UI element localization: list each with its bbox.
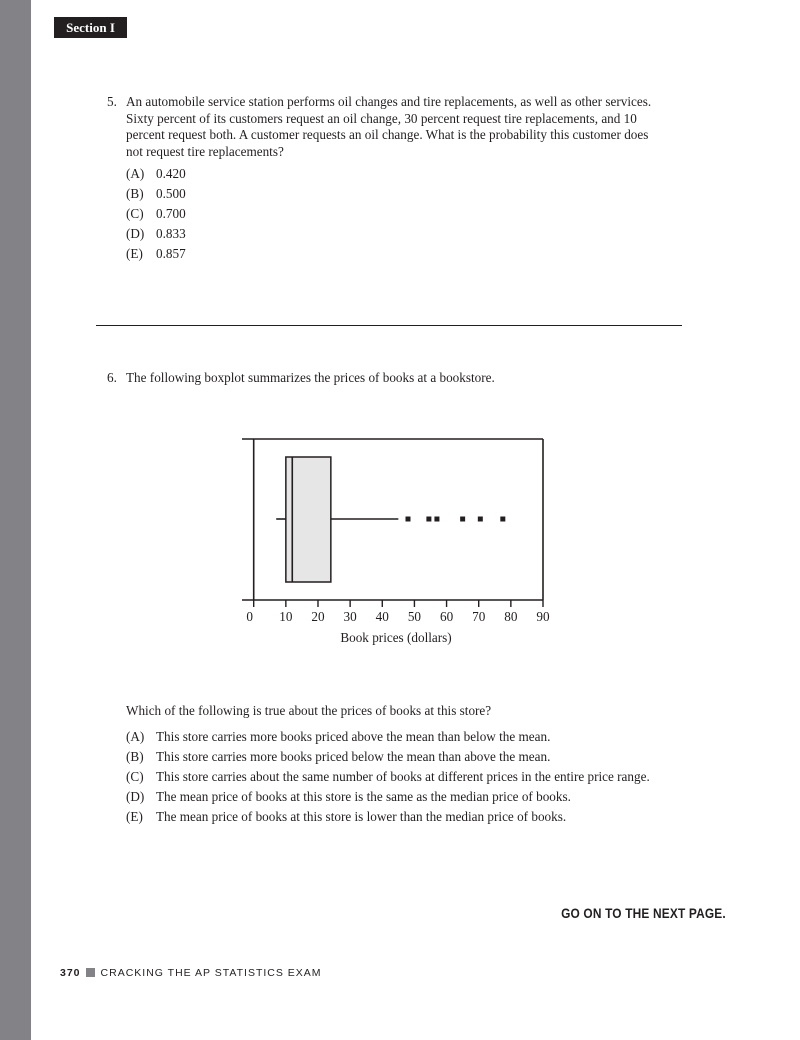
page-number: 370: [60, 967, 81, 979]
question-6-prompt: Which of the following is true about the prices of books at this store?: [126, 703, 492, 718]
choice-letter: (D): [126, 226, 145, 241]
x-tick-label: 70: [472, 609, 486, 624]
x-tick-label: 50: [407, 609, 422, 624]
x-tick-label: 40: [375, 609, 389, 624]
question-5-line: An automobile service station performs oil changes and tire replacements, as well as other services.: [126, 94, 652, 109]
outlier-point: [426, 517, 431, 522]
choice-letter: (E): [126, 809, 143, 824]
choice-b[interactable]: [126, 749, 726, 769]
choice-b[interactable]: [126, 186, 326, 206]
choice-d[interactable]: [126, 789, 726, 809]
x-tick-label: 30: [343, 609, 357, 624]
book-title: CRACKING THE AP STATISTICS EXAM: [100, 967, 322, 979]
page-footer: [60, 967, 322, 979]
outlier-point: [478, 517, 483, 522]
choice-text: The mean price of books at this store is the same as the median price of books.: [156, 789, 571, 804]
choice-text: 0.833: [156, 226, 186, 241]
x-tick-label: 80: [504, 609, 518, 624]
question-6-choices: [126, 729, 726, 829]
choice-a[interactable]: [126, 729, 726, 749]
question-divider: [96, 325, 682, 326]
outlier-point: [434, 517, 439, 522]
side-bar: [0, 0, 31, 1040]
footer-square-icon: [86, 968, 95, 977]
outlier-point: [460, 517, 465, 522]
choice-text: 0.700: [156, 206, 186, 221]
question-5-line: percent request both. A customer requests an oil change. What is the probability this customer does: [126, 127, 649, 142]
choice-a[interactable]: [126, 166, 326, 186]
boxplot-chart: [230, 430, 560, 650]
choice-text: This store carries more books priced above the mean than below the mean.: [156, 729, 551, 744]
question-5-line: Sixty percent of its customers request an oil change, 30 percent request tire replacements, and 10: [126, 110, 637, 126]
choice-letter: (A): [126, 166, 145, 181]
choice-text: 0.500: [156, 186, 186, 201]
choice-text: The mean price of books at this store is lower than the median price of books.: [156, 809, 567, 824]
go-on-next-page: GO ON TO THE NEXT PAGE.: [561, 905, 726, 921]
question-5-stem: [126, 94, 707, 160]
question-5-line: not request tire replacements?: [126, 143, 284, 159]
choice-c[interactable]: [126, 206, 326, 226]
choice-letter: (B): [126, 186, 144, 201]
choice-letter: (A): [126, 729, 145, 744]
question-5-choices: [126, 166, 326, 266]
question-6-number: 6.: [107, 370, 117, 385]
choice-e[interactable]: [126, 246, 326, 266]
question-6: [107, 370, 707, 387]
x-tick-label: 10: [279, 609, 293, 624]
x-axis-ticks: [254, 600, 543, 607]
x-tick-label: 90: [536, 609, 550, 624]
choice-letter: (D): [126, 789, 145, 804]
choice-text: 0.420: [156, 166, 186, 181]
question-5: [107, 94, 707, 160]
choice-text: This store carries about the same number of books at different prices in the entire price range.: [156, 769, 650, 784]
x-tick-label: 60: [439, 609, 454, 624]
outlier-point: [500, 517, 505, 522]
x-axis-tick-labels: [246, 609, 550, 624]
box-group: [276, 457, 398, 582]
outlier-point: [405, 517, 410, 522]
question-5-number: 5.: [107, 94, 117, 109]
question-6-stem: The following boxplot summarizes the prices of books at a bookstore.: [126, 370, 495, 385]
choice-text: This store carries more books priced below the mean than above the mean.: [156, 749, 551, 764]
outliers: [405, 517, 505, 522]
section-tab: Section I: [54, 17, 127, 38]
x-tick-label: 0: [246, 609, 253, 624]
choice-d[interactable]: [126, 226, 326, 246]
choice-c[interactable]: [126, 769, 726, 789]
choice-text: 0.857: [156, 246, 186, 261]
choice-letter: (C): [126, 206, 144, 221]
choice-letter: (E): [126, 246, 143, 261]
choice-letter: (B): [126, 749, 144, 764]
x-axis-label: Book prices (dollars): [340, 630, 452, 645]
x-tick-label: 20: [311, 609, 325, 624]
choice-letter: (C): [126, 769, 144, 784]
choice-e[interactable]: [126, 809, 726, 829]
